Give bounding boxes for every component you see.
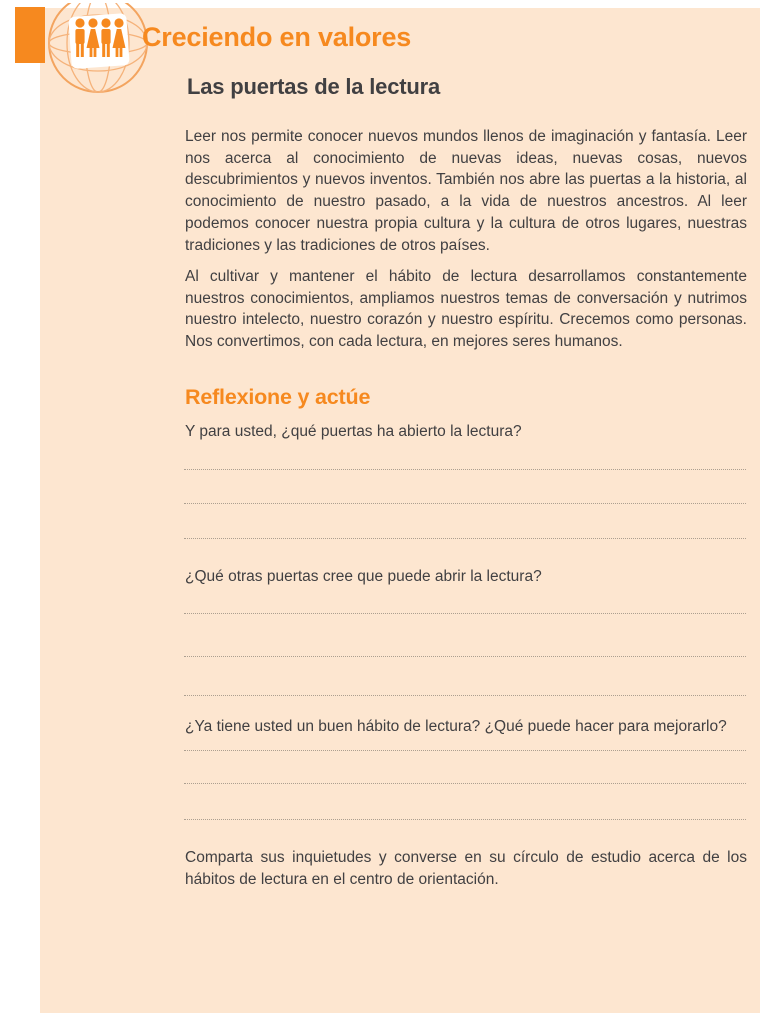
question-prompt: ¿Ya tiene usted un buen hábito de lectura? ¿Qué puede hacer para mejorarlo? — [185, 718, 727, 735]
answer-line — [184, 503, 746, 504]
lesson-paragraph: Al cultivar y mantener el hábito de lectura desarrollamos constantemente nuestros conocimientos, ampliamos nuestros temas de conversación y nutrimos nuestro intelecto, nuestro corazón y nuestro espíritu. Crecemos como personas. Nos convertimos, con cada lectura, en mejores seres humanos. — [185, 268, 747, 351]
question-prompt: ¿Qué otras puertas cree que puede abrir la lectura? — [185, 568, 542, 585]
answer-line — [184, 538, 746, 539]
answer-line — [184, 819, 746, 820]
activity-heading: Reflexione y actúe — [185, 385, 371, 409]
answer-line — [184, 783, 746, 784]
answer-line — [184, 469, 746, 470]
lesson-paragraph: Leer nos permite conocer nuevos mundos llenos de imaginación y fantasía. Leer nos acerca al conocimiento de nuevas ideas, nuevas cosas, nuevos descubrimientos y nuevos inventos. También nos abre las puertas a la historia, al conocimiento de nuestro pasado, a la vida de nuestros ancestros. Al leer podemos conocer nuestra propia cultura y la cultura de otros lugares, nuestras tradiciones y las tradiciones de otros países. — [185, 128, 747, 254]
lesson-title: Las puertas de la lectura — [187, 74, 440, 99]
answer-line — [184, 695, 746, 696]
closing-instruction: Comparta sus inquietudes y converse en su círculo de estudio acerca de los hábitos de lectura en el centro de orientación. — [185, 849, 747, 888]
answer-line — [184, 613, 746, 614]
answer-line — [184, 656, 746, 657]
answer-line — [184, 750, 746, 751]
question-prompt: Y para usted, ¿qué puertas ha abierto la lectura? — [185, 423, 522, 440]
section-banner-title: Creciendo en valores — [142, 22, 412, 52]
